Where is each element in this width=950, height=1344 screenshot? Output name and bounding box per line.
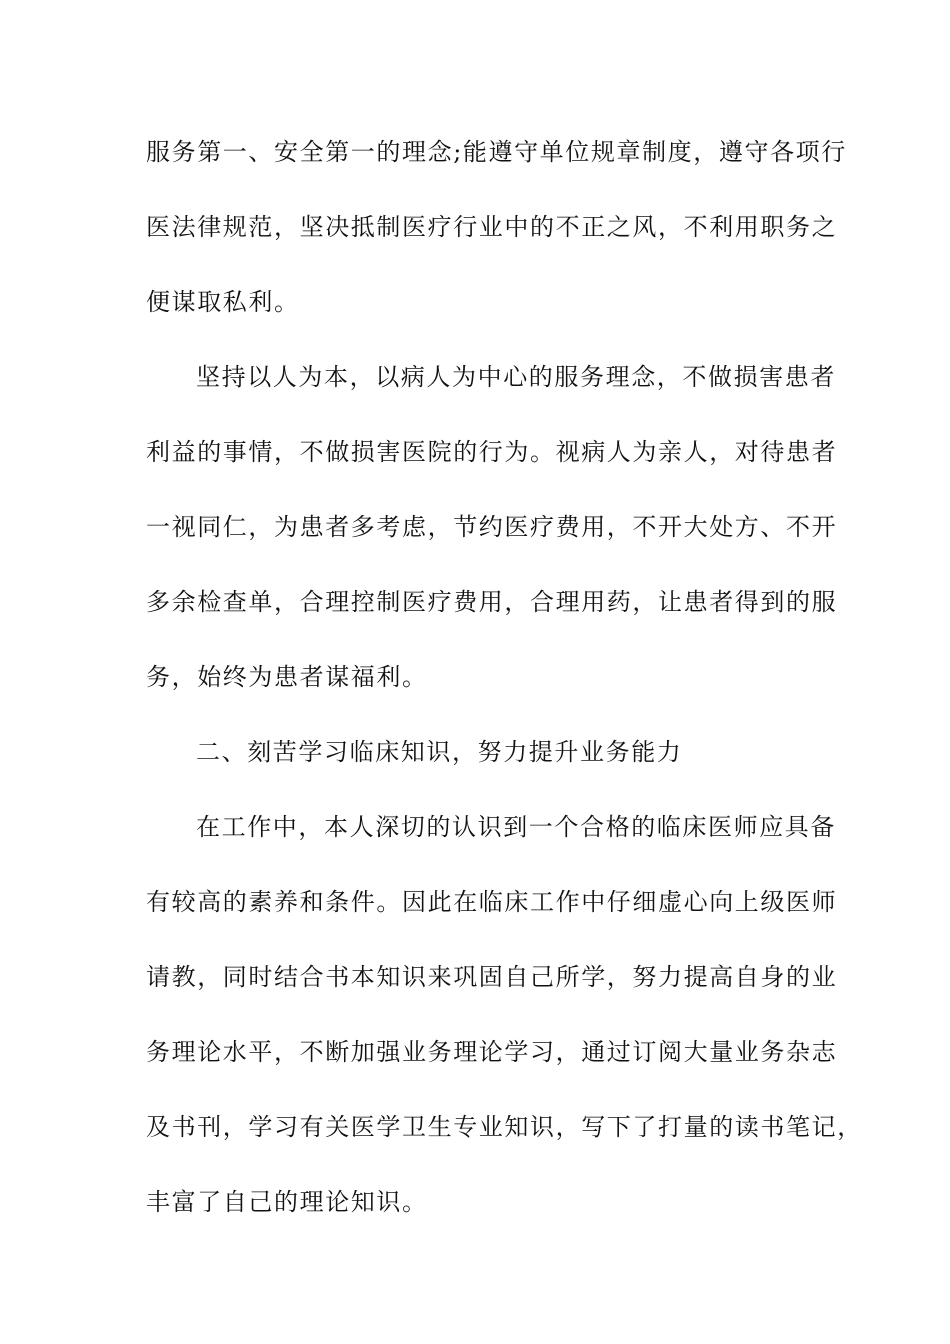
text-line: 请教，同时结合书本知识来巩固自己所学，努力提高自身的业	[146, 963, 838, 991]
text-line: 医法律规范，坚决抵制医疗行业中的不正之风，不利用职务之	[146, 213, 838, 241]
text-line: 丰富了自己的理论知识。	[146, 1188, 428, 1216]
paragraph-first-line: 在工作中，本人深切的认识到一个合格的临床医师应具备	[196, 813, 836, 841]
text-line: 务理论水平，不断加强业务理论学习，通过订阅大量业务杂志	[146, 1038, 838, 1066]
text-line: 有较高的素养和条件。因此在临床工作中仔细虚心向上级医师	[146, 888, 838, 916]
paragraph-first-line: 坚持以人为本，以病人为中心的服务理念，不做损害患者	[196, 363, 836, 391]
text-line: 服务第一、安全第一的理念;能遵守单位规章制度，遵守各项行	[146, 138, 847, 166]
text-line: 务，始终为患者谋福利。	[146, 663, 428, 691]
text-line: 一视同仁，为患者多考虑，节约医疗费用，不开大处方、不开	[146, 513, 838, 541]
text-line: 利益的事情，不做损害医院的行为。视病人为亲人，对待患者	[146, 438, 838, 466]
text-line: 及书刊，学习有关医学卫生专业知识，写下了打量的读书笔记，	[146, 1113, 863, 1141]
section-heading: 二、刻苦学习临床知识，努力提升业务能力	[196, 738, 683, 766]
text-line: 多余检查单，合理控制医疗费用，合理用药，让患者得到的服	[146, 588, 838, 616]
text-line: 便谋取私利。	[146, 288, 300, 316]
